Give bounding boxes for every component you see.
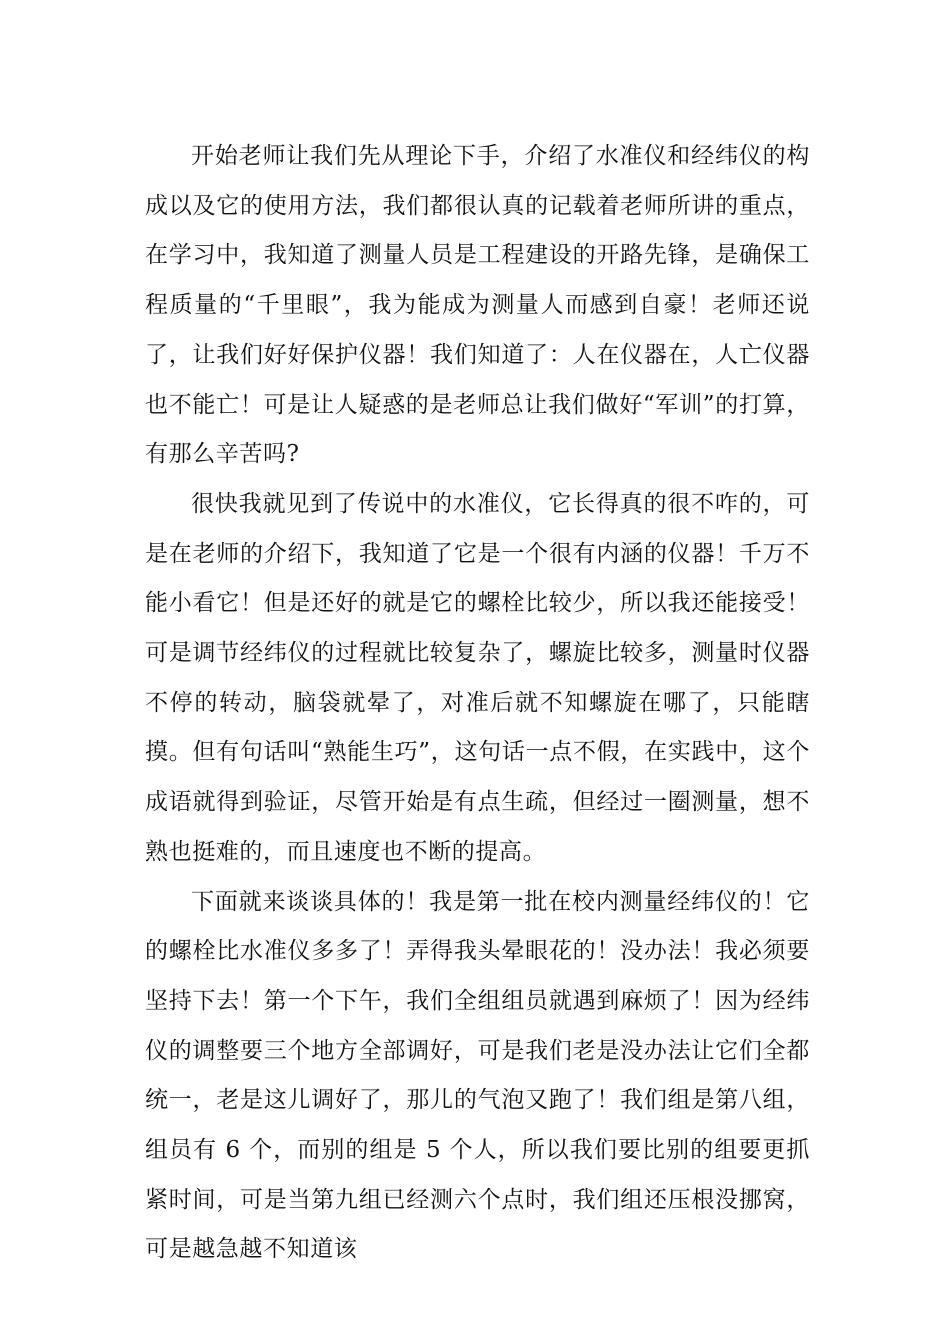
paragraph-3: 下面就来谈谈具体的！我是第一批在校内测量经纬仪的！它的螺栓比水准仪多多了！弄得我头晕眼花的！没办法！我必须要坚持下去！第一个下午，我们全组组员就遇到麻烦了！因为经纬仪的调整要三个地方全部调好，可是我们老是没办法让它们全都统一，老是这儿调好了，那儿的气泡又跑了！我们组是第八组，组员有 6 个，而别的组是 5 个人，所以我们要比别的组要更抓紧时间，可是当第九组已经测六个点时，我们组还压根没挪窝，可是越急越不知道该 (145, 888, 810, 1263)
paragraph-1: 开始老师让我们先从理论下手，介绍了水准仪和经纬仪的构成以及它的使用方法，我们都很认真的记载着老师所讲的重点，在学习中，我知道了测量人员是工程建设的开路先锋，是确保工程质量的“千里眼”，我为能成为测量人而感到自豪！老师还说了，让我们好好保护仪器！我们知道了：人在仪器在，人亡仪器也不能亡！可是让人疑惑的是老师总让我们做好“军训”的打算，有那么辛苦吗? (145, 143, 810, 468)
body-text (145, 132, 810, 1275)
paragraph-2: 很快我就见到了传说中的水准仪，它长得真的很不咋的，可是在老师的介绍下，我知道了它是一个很有内涵的仪器！千万不能小看它！但是还好的就是它的螺栓比较少，所以我还能接受！可是调节经纬仪的过程就比较复杂了，螺旋比较多，测量时仪器不停的转动，脑袋就晕了，对准后就不知螺旋在哪了，只能瞎摸。但有句话叫“熟能生巧”，这句话一点不假，在实践中，这个成语就得到验证，尽管开始是有点生疏，但经过一圈测量，想不熟也挺难的，而且速度也不断的提高。 (145, 490, 810, 865)
